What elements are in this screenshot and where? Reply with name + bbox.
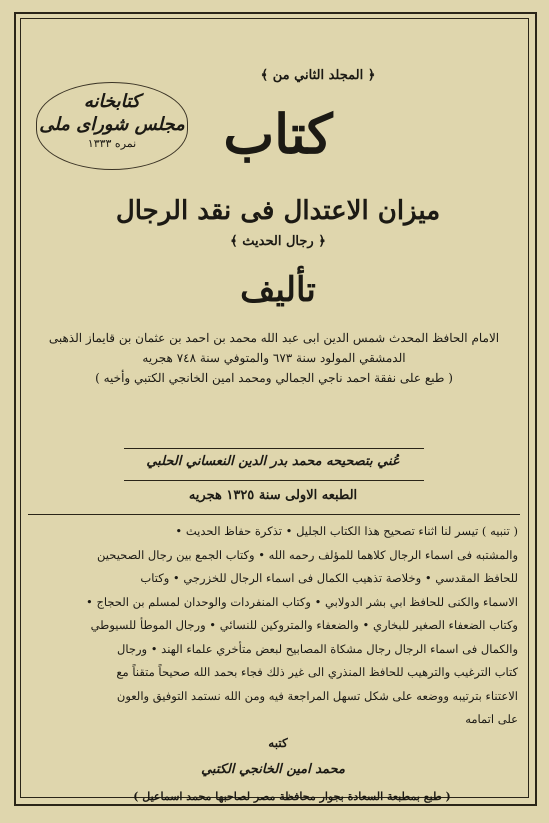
book-subtitle: ﴿ رجال الحديث ﴾: [230, 234, 326, 249]
notice-line: والكمال فى اسماء الرجال رجال مشكاة المصابيح لبعض متأخري علماء الهند • ورجال: [117, 641, 518, 656]
notice-paragraph: [30, 520, 518, 732]
signoff: كتبه: [268, 736, 288, 750]
notice-line: وكتاب الضعفاء الصغير للبخاري • والضعفاء والمتروكين للنسائي • ورجال الموطأ للسيوطي: [90, 618, 518, 632]
author-line-3: ( طبع على نفقة احمد ناجي الجمالي ومحمد امين الخانجي الكتبي وأخيه ): [95, 371, 453, 385]
notice-line: كتاب الترغيب والترهيب للحافظ المنذري الى غير ذلك فجاء بحمد الله صحيحاً متقناً مع: [116, 665, 518, 679]
divider-mid: [124, 480, 424, 481]
notice-line: ( تنبيه ) تيسر لنا اثناء تصحيح هذا الكتاب الجليل • تذكرة حفاظ الحديث •: [175, 524, 518, 538]
stamp-line-2: مجلس شورای ملی: [39, 114, 185, 135]
author-block: [34, 328, 514, 388]
author-line-1: الامام الحافظ المحدث شمس الدين ابى عبد الله محمد بن احمد بن عثمان بن قايماز الذهبى: [48, 331, 500, 345]
notice-line: والمشتبه فى اسماء الرجال كلاهما للمؤلف رحمه الله • وكتاب الجمع بين رجال الصحيحين: [97, 547, 518, 562]
library-stamp: [36, 82, 188, 170]
notice-line: الاسماء والكنى للحافظ ابي بشر الدولابي • وكتاب المنفردات والوحدان لمسلم بن الحجاج •: [86, 594, 518, 609]
notice-line: على اتمامه: [465, 712, 518, 726]
notice-line: الاعتناء بترتيبه ووضعه على شكل تسهل المراجعة فيه ومن الله نستمد التوفيق والعون: [116, 688, 518, 703]
printer-line: ( طبع بمطبعة السعادة بجوار محافظة مصر لصاحبها محمد اسماعيل ): [133, 790, 451, 803]
volume-line: ﴿ المجلد الثاني من ﴾: [260, 68, 376, 83]
divider-bottom: [28, 514, 520, 515]
edition-line: الطبعه الاولى سنة ١٣٢٥ هجريه: [188, 488, 358, 503]
notice-line: للحافظ المقدسي • وخلاصة تذهيب الكمال فى اسماء الرجال للخزرجي • وكتاب: [140, 571, 518, 585]
book-label: كتاب: [223, 102, 333, 166]
stamp-line-1: كتابخانه: [83, 91, 141, 112]
page-content: [28, 24, 520, 794]
book-title: ميزان الاعتدال فى نقد الرجال: [115, 196, 441, 226]
divider-top: [124, 448, 424, 449]
editor-credit: عُني بتصحيحه محمد بدر الدين النعساني الحلبي: [146, 454, 400, 469]
stamp-line-3: نمره ١٣٣٣: [87, 137, 137, 150]
author-line-2: الدمشقي المولود سنة ٦٧٣ والمتوفي سنة ٧٤٨ هجريه: [142, 351, 406, 365]
signature: محمد امين الخانجي الكتبي: [201, 762, 345, 777]
authorship-heading: تأليف: [240, 270, 316, 310]
